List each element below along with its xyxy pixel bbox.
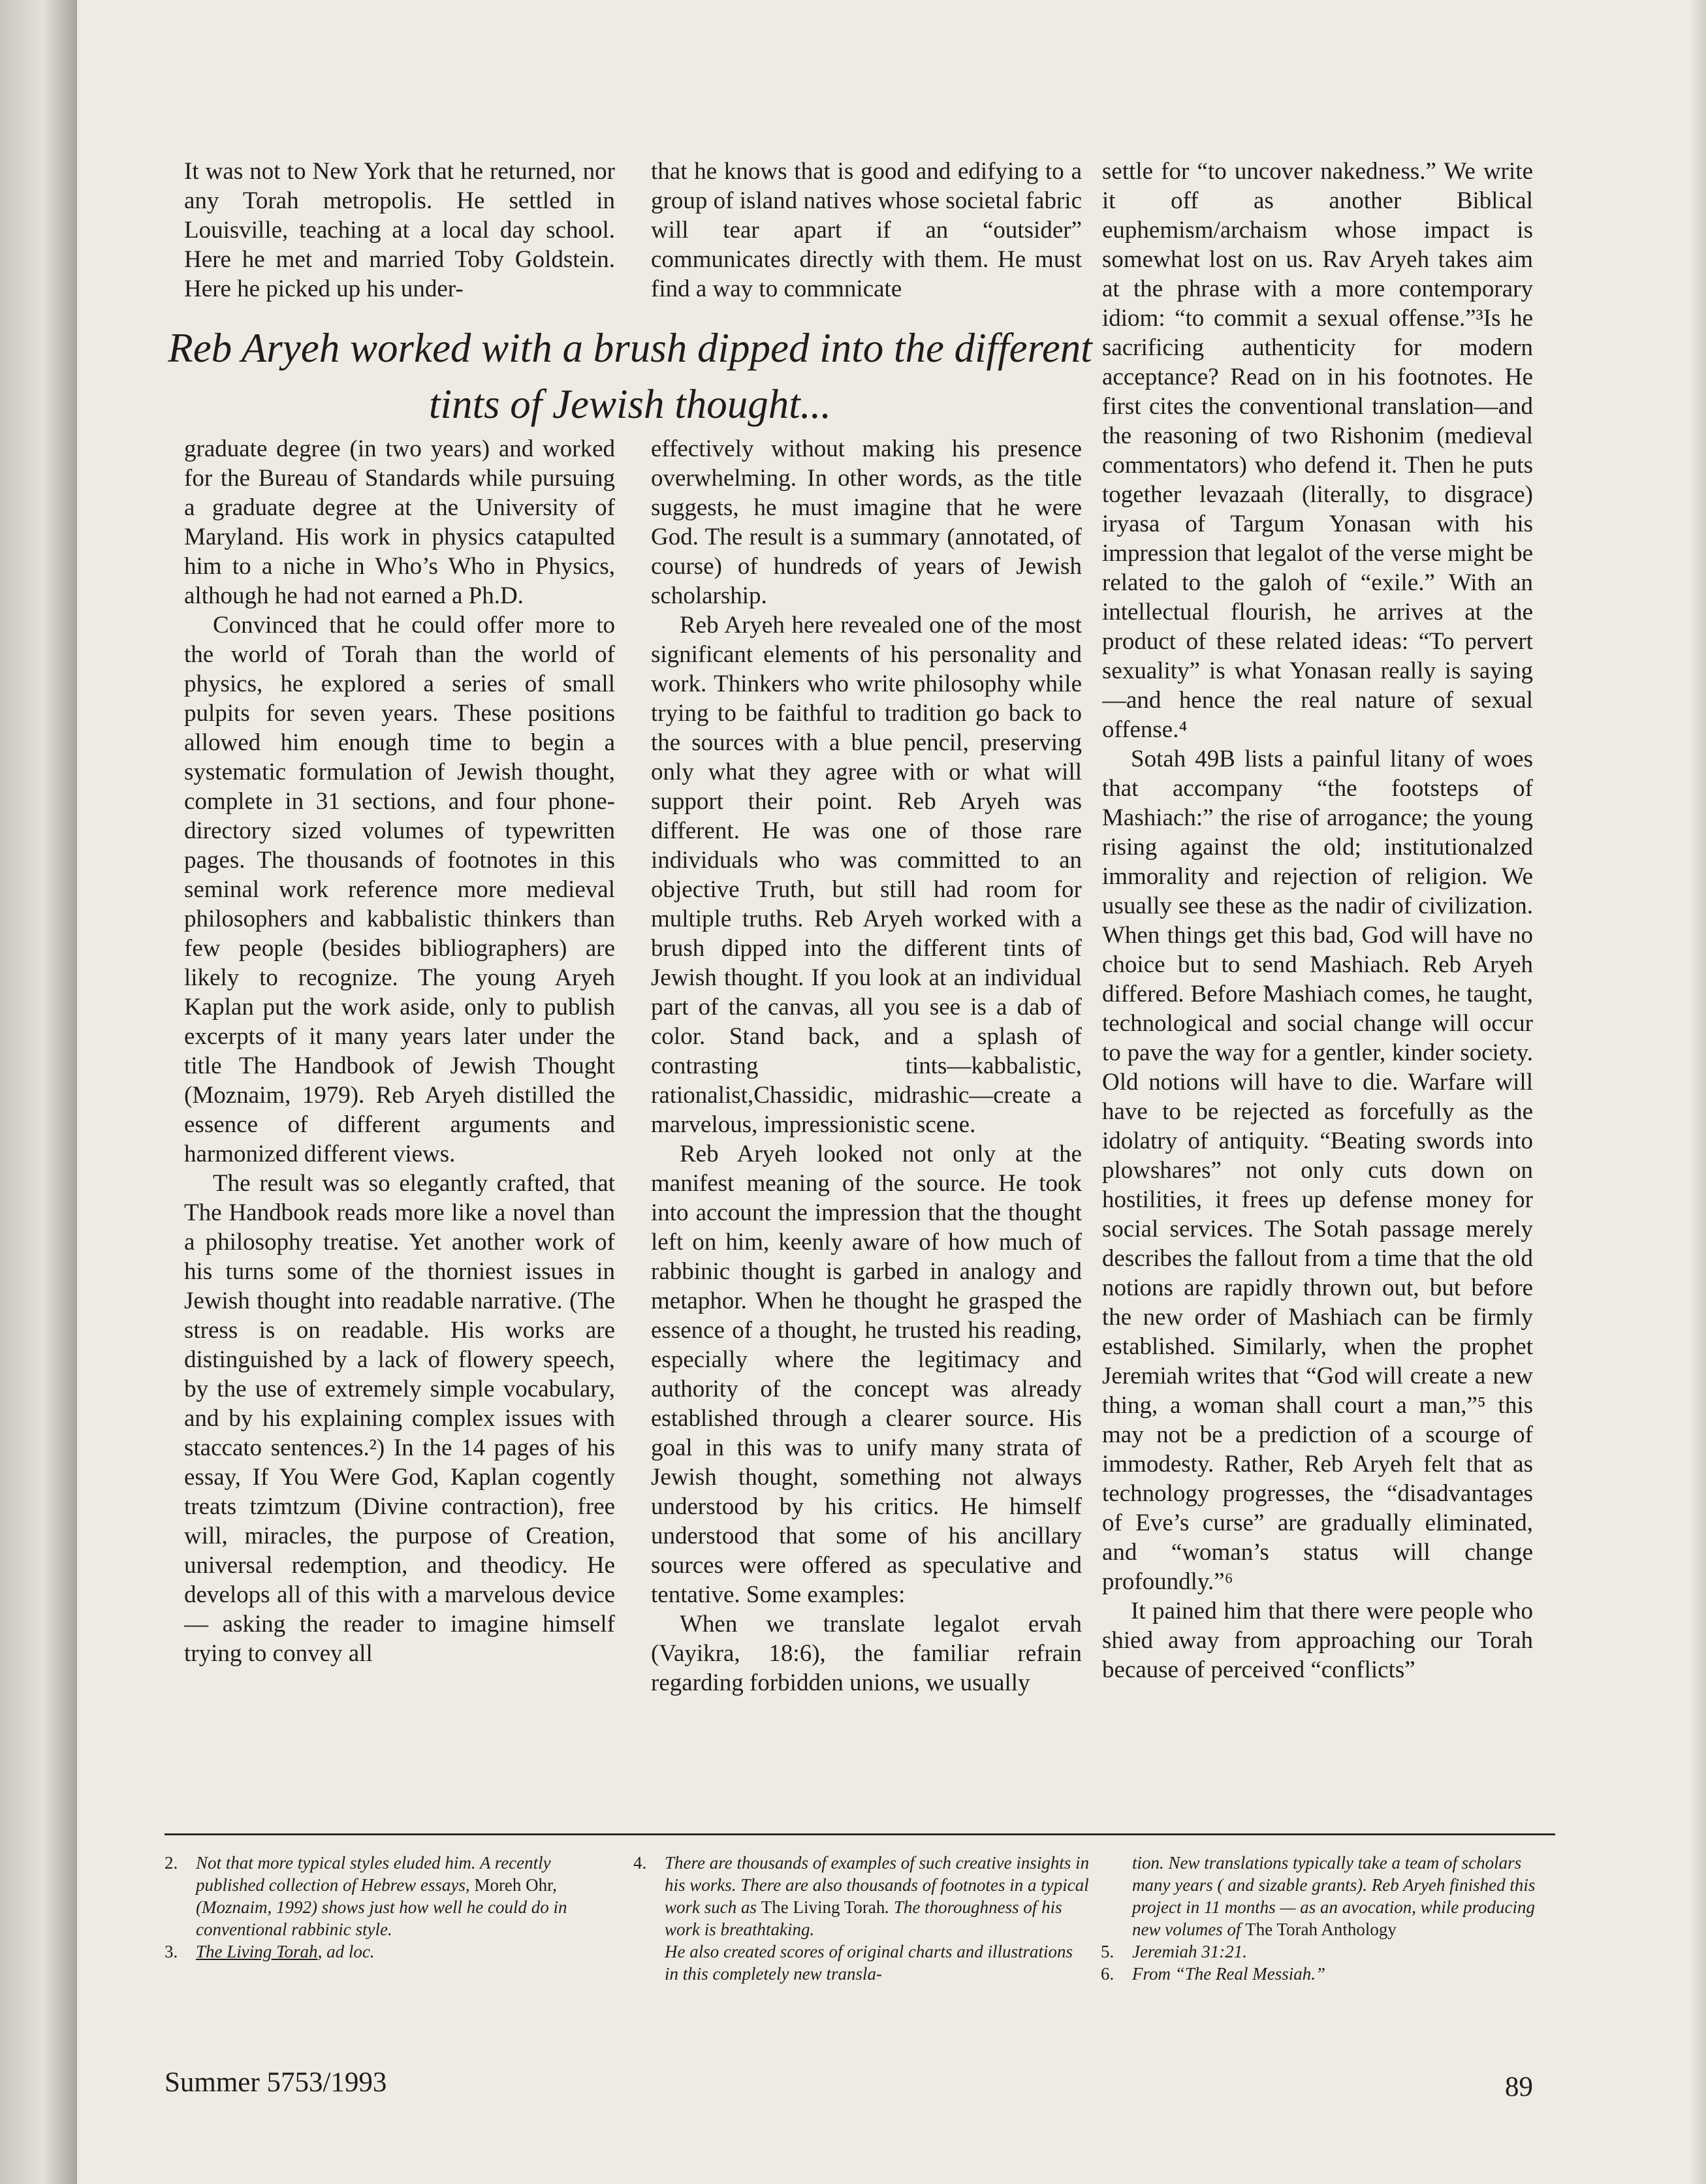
col2-paragraph-1: effectively without making his presence overwhelming. In other words, as the title suggests, he must imagine that he were God. The result is a summary (annotated, of course) of hundreds of years of Jewish scholarship. bbox=[651, 435, 1082, 609]
footnote-4-text-b: The Living Torah bbox=[761, 1897, 885, 1917]
footnotes-right-list bbox=[1101, 1940, 1558, 1985]
footnote-2-number: 2. bbox=[165, 1853, 178, 1873]
footnote-4-text-d: He also created scores of original charts and illustrations in this completely new transla- bbox=[665, 1942, 1073, 1984]
col3-paragraph-2: Sotah 49B lists a painful litany of woes that accompany “the footsteps of Mashiach:” the rise of arrogance; the young rising against the old; institutionalzed immorality and rejection of religion. We usually see these as the nadir of civilization. When things get this bad, God will have no choice but to send Mashiach. Reb Aryeh differed. Before Mashiach comes, he taught, technological and social change will occur to pave the way for a gentler, kinder society. Old notions will have to die. Warfare will have to be rejected as forcefully as the idolatry of antiquity. “Beating swords into plowshares” not only cuts down on hostilities, it frees up defense money for social services. The Sotah passage merely describes the fallout from a time that the old notions are rapidly thrown out, but before the new order of Mashiach can be firmly established. Similarly, when the prophet Jeremiah writes that “God will create a new thing, a woman shall court a man,”⁵ this may not be a prediction of a scourge of immodesty. Rather, Reb Aryeh felt that as technology progresses, the “disadvantages of Eve’s curse” are gradually eliminated, and “woman’s status will change profoundly.”⁶ bbox=[1102, 746, 1533, 1595]
footnote-3-text-a: The Living Torah bbox=[196, 1942, 318, 1961]
footnote-4 bbox=[633, 1852, 1090, 1985]
column-3 bbox=[1102, 157, 1533, 1802]
col1-paragraph-1: graduate degree (in two years) and worked for the Bureau of Standards while pursuing a graduate degree at the University of Maryland. His work in physics catapulted him to a niche in Who’s Who in Physics, although he had not earned a Ph.D. bbox=[184, 435, 615, 609]
col1-paragraph-3: The result was so elegantly crafted, that The Handbook reads more like a novel than a philosophy treatise. Yet another work of his turns some of the thorniest issues in Jewish thought into readable narrative. (The stress is on readable. His works are distinguished by a lack of flowery speech, by the use of extremely simple vocabulary, and by his explaining complex issues with staccato sentences.²) In the 14 pages of his essay, If You Were God, Kaplan cogently treats tzimtzum (Divine contraction), free will, miracles, the purpose of Creation, universal redemption, and theodicy. He develops all of this with a marvelous device — asking the reader to imagine himself trying to convey all bbox=[184, 1170, 615, 1667]
footnotes-left bbox=[165, 1852, 569, 1963]
footnote-6-text: From “The Real Messiah.” bbox=[1132, 1964, 1325, 1984]
col1-top-text: It was not to New York that he returned, nor any Torah metropolis. He settled in Louisville, teaching at a local day school. Here he met and married Toby Goldstein. Here he picked up his under- bbox=[184, 158, 615, 302]
footnote-4-continued bbox=[1101, 1852, 1558, 1940]
pull-quote: Reb Aryeh worked with a brush dipped into the different tints of Jewish thought... bbox=[168, 325, 1092, 427]
footnote-divider bbox=[165, 1833, 1555, 1835]
footnote-6 bbox=[1101, 1963, 1558, 1985]
footnote-5-number: 5. bbox=[1101, 1942, 1114, 1961]
footnote-2-text-c: (Moznaim, 1992) shows just how well he could do in conventional rabbinic style. bbox=[196, 1897, 567, 1939]
col2-paragraph-4: When we translate legalot ervah (Vayikra, 18:6), the familiar refrain regarding forbidden unions, we usually bbox=[651, 1611, 1082, 1696]
footnote-5-text: Jeremiah 31:21. bbox=[1132, 1942, 1247, 1961]
page-edge bbox=[1692, 0, 1706, 2184]
footnote-4-number: 4. bbox=[633, 1853, 647, 1873]
book-spine bbox=[0, 0, 77, 2184]
column-2-top bbox=[651, 157, 1082, 304]
footnote-4-text-f: The Torah Anthology bbox=[1245, 1920, 1397, 1939]
footnote-2 bbox=[165, 1852, 569, 1940]
footnote-5 bbox=[1101, 1940, 1558, 1963]
footnote-6-number: 6. bbox=[1101, 1964, 1114, 1984]
footnote-4-text-a: There are thousands of examples of such creative insights in his works. There are also thousands of footnotes in a typical work such as bbox=[665, 1853, 1090, 1917]
footnote-3-number: 3. bbox=[165, 1942, 178, 1961]
footnote-3-text-b: , ad loc. bbox=[317, 1942, 375, 1961]
col1-paragraph-2: Convinced that he could offer more to the world of Torah than the world of physics, he explored a series of small pulpits for seven years. These positions allowed him enough time to begin a systematic formulation of Jewish thought, complete in 31 sections, and four phone-directory sized volumes of typewritten pages. The thousands of footnotes in this seminal work reference more medieval philosophers and kabbalistic thinkers than few people (besides bibliographers) are likely to recognize. The young Aryeh Kaplan put the work aside, only to publish excerpts of it many years later under the title The Handbook of Jewish Thought (Moznaim, 1979). Reb Aryeh distilled the essence of different arguments and harmonized different views. bbox=[184, 612, 615, 1167]
footnote-4-text-e: tion. New translations typically take a team of scholars many years ( and sizable grants). Reb Aryeh finished this project in 11 months — as an avocation, while producing new volumes of bbox=[1132, 1853, 1536, 1939]
column-1 bbox=[184, 434, 615, 1805]
issue-date: Summer 5753/1993 bbox=[165, 2067, 387, 2098]
footnote-2-text-b: Moreh Ohr, bbox=[474, 1875, 557, 1895]
page-number: 89 bbox=[1505, 2072, 1533, 2102]
col2-top-text: that he knows that is good and edifying to a group of island natives whose societal fabric will tear apart if an “outsider” communicates directly with them. He must find a way to commnicate bbox=[651, 158, 1082, 302]
footnote-2-text-a: Not that more typical styles eluded him. A recently published collection of Hebrew essays, bbox=[196, 1853, 551, 1895]
footnote-3 bbox=[165, 1940, 569, 1963]
col2-paragraph-2: Reb Aryeh here revealed one of the most significant elements of his personality and work. Thinkers who write philosophy while trying to be faithful to tradition go back to the sources with a blue pencil, preserving only what they agree with or what will support their point. Reb Aryeh was different. He was one of those rare individuals who was committed to an objective Truth, but still had room for multiple truths. Reb Aryeh worked with a brush dipped into the different tints of Jewish thought. If you look at an individual part of the canvas, all you see is a dab of color. Stand back, and a splash of contrasting tints—kabbalistic, rationalist,Chassidic, midrashic—create a marvelous, impressionistic scene. bbox=[651, 612, 1082, 1138]
column-1-top bbox=[184, 157, 615, 304]
col2-paragraph-3: Reb Aryeh looked not only at the manifest meaning of the source. He took into account the impression that the thought left on him, keenly aware of how much of rabbinic thought is garbed in analogy and metaphor. When he thought he grasped the essence of a thought, he trusted his reading, especially where the legitimacy and authority of the concept was already established through a clearer source. His goal in this was to unify many strata of Jewish thought, something not always understood by his critics. He himself understood that some of his ancillary sources were offered as speculative and tentative. Some examples: bbox=[651, 1141, 1082, 1608]
footnotes-right bbox=[1101, 1852, 1558, 1985]
footnote-4-text-c: . The thoroughness of his work is breathtaking. bbox=[665, 1897, 1062, 1939]
col3-paragraph-3: It pained him that there were people who shied away from approaching our Torah because of perceived “conflicts” bbox=[1102, 1598, 1533, 1683]
col3-paragraph-1: settle for “to uncover nakedness.” We write it off as another Biblical euphemism/archaism whose impact is somewhat lost on us. Rav Aryeh takes aim at the phrase with a more contemporary idiom: “to commit a sexual offense.”³Is he sacrificing authenticity for modern acceptance? Read on in his footnotes. He first cites the conventional translation—and the reasoning of two Rishonim (medieval commentators) who defend it. Then he puts together levazaah (literally, to disgrace) iryasa of Targum Yonasan with his impression that legalot of the verse might be related to the galoh of “exile.” With an intellectual flourish, he arrives at the product of these related ideas: “To pervert sexuality” is what Yonasan really is saying—and hence the real nature of sexual offense.⁴ bbox=[1102, 158, 1533, 743]
column-2 bbox=[651, 434, 1082, 1805]
footnotes-middle bbox=[633, 1852, 1090, 1985]
